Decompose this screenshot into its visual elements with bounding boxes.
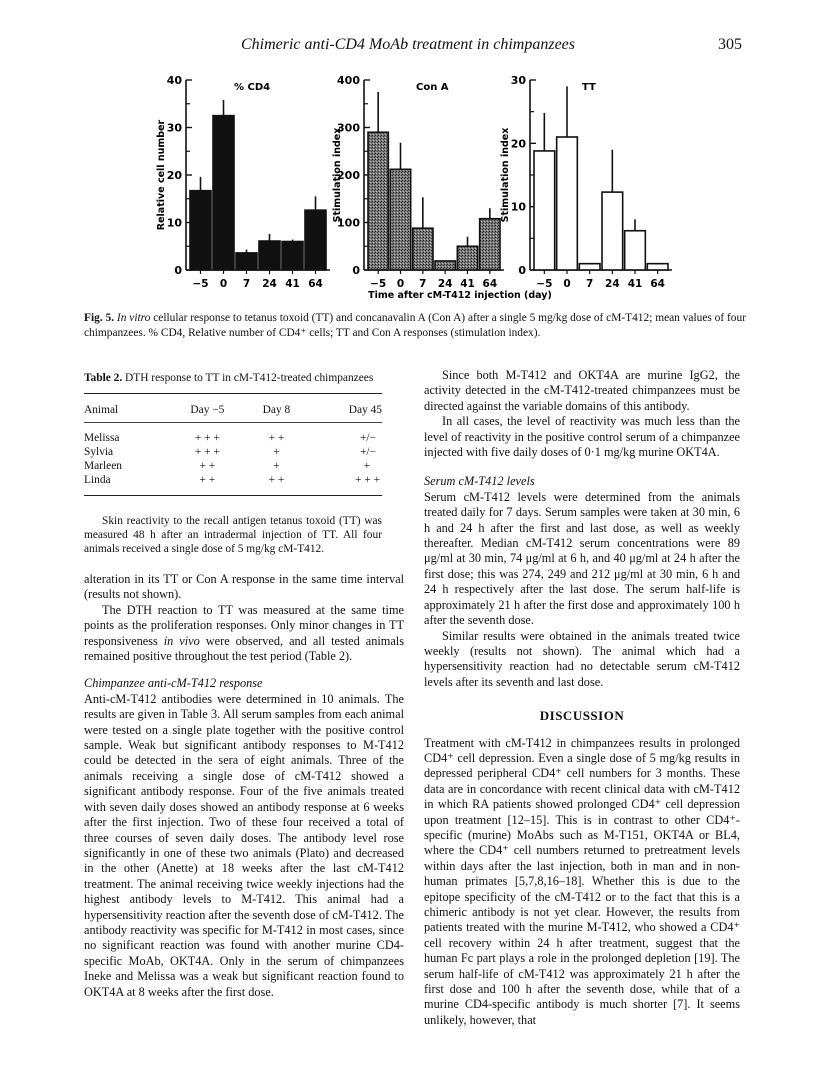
paragraph: Treatment with cM-T412 in chimpanzees results in prolonged CD4⁺ cell depression. Even a single dose of 5 mg/kg results in depressed peripheral CD4⁺ cell numbers for 3 months. These data are in concordance with recent clinical data with cM-T412 in which RA patients showed prolonged CD4⁺ cell depression upon treatment [12–15]. This is in contrast to other CD4⁺-specific (murine) MoAbs such as M-T151, OKT4A or BL4, where the CD4⁺ cell numbers returned to pretreatment levels within days after the last injection, both in man and in non-human primates [5,7,8,16–18]. Whether this is due to the epitope specificity of the cM-T412 or to the fact that this is a chimeric antibody is not yet clear. However, the results from patients treated with the murine M-T412, who showed a CD4⁺ cell recovery within 24 h after treatment, suggest that the human Fc part plays a role in the prolonged depletion [19]. The serum half-life of cM-T412 was approximately 21 h after the first dose and 100 h after the seventh dose, while that of a murine CD4-specific antibody is much shorter [7]. It seems unlikely, however, that <box>424 735 740 1027</box>
cell: +/− <box>359 446 376 458</box>
svg-text:0: 0 <box>563 278 571 290</box>
col-header: Day 45 <box>348 404 382 416</box>
col-header: Day 8 <box>262 404 291 416</box>
svg-text:Stimulation index: Stimulation index <box>332 127 343 223</box>
figure-5-charts <box>150 72 680 302</box>
col-header: Animal <box>84 404 119 416</box>
table-title-text: DTH response to TT in cM-T412-treated chimpanzees <box>122 372 374 384</box>
right-column <box>424 368 740 1028</box>
svg-text:24: 24 <box>437 278 453 290</box>
x-axis-label: Time after cM-T412 injection (day) <box>368 290 552 301</box>
svg-text:7: 7 <box>419 278 427 290</box>
cell: + + + <box>194 432 220 444</box>
cell: + + + <box>194 446 220 458</box>
svg-text:10: 10 <box>510 200 526 214</box>
cell: + <box>363 460 370 472</box>
svg-text:0: 0 <box>396 278 405 290</box>
cell: + <box>273 446 280 458</box>
chart-con-a <box>332 74 504 290</box>
table-2-title <box>84 372 404 384</box>
cell: Marleen <box>84 460 122 472</box>
svg-text:30: 30 <box>510 74 526 87</box>
svg-text:Stimulation index: Stimulation index <box>500 127 511 223</box>
cell: Linda <box>84 474 111 486</box>
cell: Sylvia <box>84 446 114 458</box>
left-column <box>84 572 404 1000</box>
paragraph: The DTH reaction to TT was measured at the same time points as the proliferation responses. Only minor changes in TT responsiveness in vivo were observed, and all tested animals remained positive throughout the test period (Table 2). <box>84 602 404 664</box>
svg-text:−5: −5 <box>536 278 553 290</box>
svg-text:40: 40 <box>166 74 182 87</box>
caption-text: cellular response to tetanus toxoid (TT) and concanavalin A (Con A) after a single 5 mg/kg dose of cM-T412; mean values of four chimpanzees. % CD4, Relative number of CD4⁺ cells; TT and Con A responses (stimulation index). <box>84 312 746 339</box>
chart-tt <box>500 74 672 290</box>
svg-text:0: 0 <box>219 278 228 290</box>
table-row <box>84 473 382 496</box>
svg-text:24: 24 <box>605 278 620 290</box>
paragraph: Similar results were obtained in the animals treated twice weekly (results not shown). The animal which had a hypersensitivity reaction had no detectable serum cM-T412 levels after its seventh and last dose. <box>424 628 740 689</box>
svg-text:0: 0 <box>174 264 182 277</box>
svg-text:−5: −5 <box>370 278 387 290</box>
discussion-heading: DISCUSSION <box>539 708 625 724</box>
svg-text:0: 0 <box>518 264 526 277</box>
svg-text:7: 7 <box>586 278 594 290</box>
svg-text:300: 300 <box>337 121 360 135</box>
table-label: Table 2. <box>84 372 123 384</box>
svg-text:−5: −5 <box>192 278 209 290</box>
svg-text:24: 24 <box>262 278 277 290</box>
svg-text:41: 41 <box>285 278 300 290</box>
cell: +/− <box>359 432 376 444</box>
svg-text:64: 64 <box>482 278 498 290</box>
svg-text:% CD4: % CD4 <box>234 82 271 93</box>
page-number: 305 <box>718 36 742 53</box>
cell: + <box>273 460 280 472</box>
cell: + + <box>199 474 216 486</box>
cell: + + <box>268 474 285 486</box>
cell: + + + <box>355 474 380 486</box>
svg-text:200: 200 <box>337 169 360 182</box>
svg-text:20: 20 <box>166 169 182 182</box>
dth-table <box>84 393 382 496</box>
svg-text:TT: TT <box>582 82 596 93</box>
section-heading: Serum cM-T412 levels <box>424 474 535 489</box>
running-title: Chimeric anti-CD4 MoAb treatment in chimpanzees <box>240 36 576 53</box>
figure-caption <box>84 311 764 341</box>
paragraph: In all cases, the level of reactivity was much less than the level of reactivity in the positive control serum of a chimpanzee injected with five daily doses of 0·1 mg/kg murine OKT4A. <box>424 414 740 460</box>
paragraph: Serum cM-T412 levels were determined from the animals treated daily for 7 days. Serum samples were taken at 30 min, 6 h and 24 h after the first and last dose, as well as weekly thereafter. Median cM-T412 serum concentrations were 89 μg/ml at 30 min, 74 μg/ml at 6 h, and 40 μg/ml at 24 h after the first dose; this was 274, 249 and 212 μg/ml at 30 min, 6 h and 24 h respectively after the last dose. The serum half-life is approximately 21 h after the first dose and approximately 100 h after the seventh dose. <box>424 489 740 628</box>
svg-text:20: 20 <box>510 137 526 151</box>
paragraph: alteration in its TT or Con A response in the same time interval (results not shown). <box>84 572 404 602</box>
paragraph: Since both M-T412 and OKT4A are murine IgG2, the activity detected in the cM-T412-treated chimpanzees must be directed against the variable domains of this antibody. <box>424 368 740 413</box>
svg-text:30: 30 <box>166 121 182 135</box>
section-heading: Chimpanzee anti-cM-T412 response <box>84 676 263 691</box>
chart-cd4 <box>156 74 330 290</box>
svg-text:7: 7 <box>242 278 251 290</box>
svg-text:0: 0 <box>352 264 360 277</box>
table-footnote: Skin reactivity to the recall antigen tetanus toxoid (TT) was measured 48 h after an intradermal injection of TT. All four animals received a single dose of 5 mg/kg cM-T412. <box>84 515 382 556</box>
caption-italic: In vitro <box>116 312 151 324</box>
svg-text:400: 400 <box>337 74 360 87</box>
table-row <box>84 445 382 459</box>
svg-text:10: 10 <box>166 216 182 230</box>
cell: + + <box>268 432 285 444</box>
col-header: Day −5 <box>190 404 225 416</box>
cell: Melissa <box>84 432 120 444</box>
table-row <box>84 423 382 446</box>
table-row <box>84 459 382 473</box>
svg-text:Con A: Con A <box>416 82 449 93</box>
figure-label: Fig. 5. <box>84 312 115 324</box>
svg-text:64: 64 <box>650 278 665 290</box>
table-header-row <box>84 394 382 423</box>
svg-text:41: 41 <box>627 278 643 290</box>
svg-text:64: 64 <box>308 278 323 290</box>
svg-text:41: 41 <box>460 278 475 290</box>
svg-text:100: 100 <box>337 216 360 230</box>
paragraph: Anti-cM-T412 antibodies were determined in 10 animals. The results are given in Table 3. All serum samples from each animal were tested on a single plate together with the positive control sample. Weak but significant antibody responses to M-T412 could be detected in the sera of eight animals. Three of the animals receiving a single dose of cM-T412 showed a significant antibody response. Four of the five animals treated with seven daily doses showed an antibody response at 6 weeks after the first injection. Two of these four received a total of three courses of seven daily doses. The antibody level rose significantly in one of these two animals (Plato) and decreased in the other (Anette) at 18 weeks after the last cM-T412 treatment. The animal receiving twice weekly injections had the highest antibody levels to M-T412. This animal had a hypersensitivity reaction after the seventh dose of cM-T412. The antibody reactivity was specific for M-T412 in most cases, since no significant reaction was found with another murine CD4-specific MoAb, OKT4A. Only in the serum of chimpanzees Ineke and Melissa was a weak but significant reaction found to OKT4A at 8 weeks after the first dose. <box>84 691 404 999</box>
figure-5 <box>150 72 680 302</box>
svg-text:Relative cell number: Relative cell number <box>156 119 167 231</box>
cell: + + <box>199 460 216 472</box>
